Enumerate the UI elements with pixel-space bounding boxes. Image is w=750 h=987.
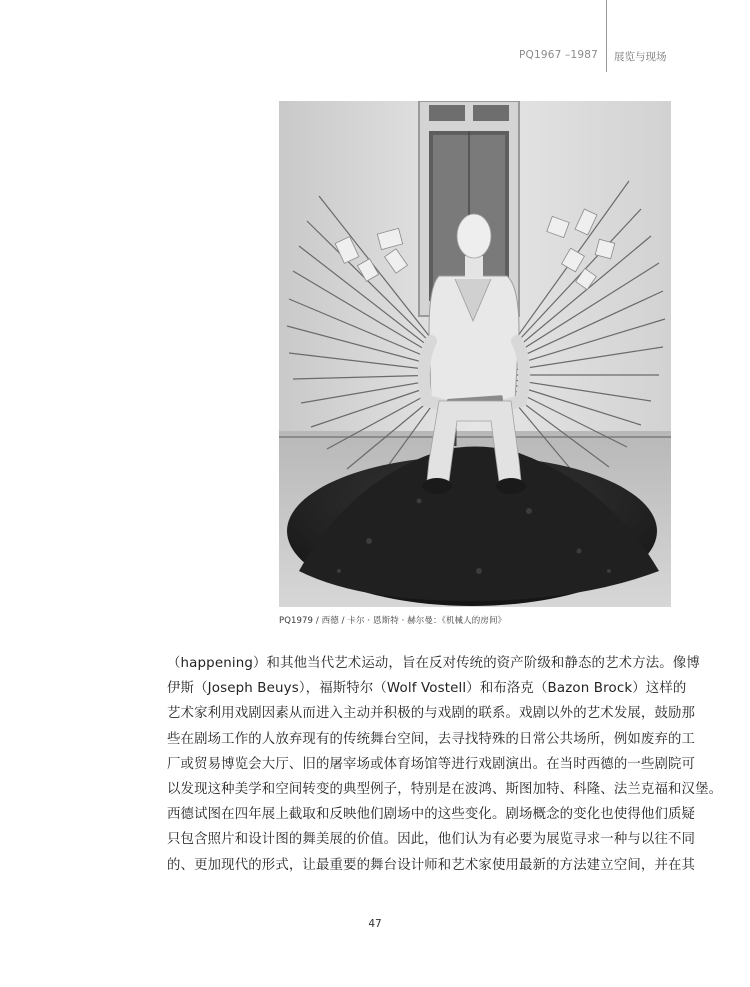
page-number: 47	[368, 918, 382, 930]
body-line: 些在剧场工作的人放弃现有的传统舞台空间，去寻找特殊的日常公共场所，例如废弃的工	[167, 731, 696, 747]
body-line: 伊斯（Joseph Beuys），福斯特尔（Wolf Vostell）和布洛克（Bazon Brock）这样的	[167, 681, 687, 697]
body-line: （happening）和其他当代艺术运动，旨在反对传统的资产阶级和静态的艺术方法。像博	[167, 656, 700, 671]
header-divider	[606, 0, 607, 72]
photo-illustration	[279, 101, 671, 607]
header-section-years: PQ1967 –1987	[518, 49, 598, 61]
body-line: 只包含照片和设计图的舞美展的价值。因此，他们认为有必要为展览寻求一种与以往不同	[167, 832, 696, 848]
body-line: 西德试图在四年展上截取和反映他们剧场中的这些变化。剧场概念的变化也使得他们质疑	[167, 807, 696, 823]
running-header	[0, 0, 750, 90]
body-line: 以发现这种美学和空间转变的典型例子，特别是在波鸿、斯图加特、科隆、法兰克福和汉堡。	[167, 781, 723, 797]
body-line: 的、更加现代的形式，让最重要的舞台设计师和艺术家使用最新的方法建立空间，并在其	[167, 857, 696, 873]
exhibition-photo	[279, 101, 671, 607]
body-paragraph	[167, 651, 723, 878]
body-line: 艺术家利用戏剧因素从而进入主动并积极的与戏剧的联系。戏剧以外的艺术发展，鼓励那	[167, 706, 696, 722]
body-line: 厂或贸易博览会大厅、旧的屠宰场或体育场馆等进行戏剧演出。在当时西德的一些剧院可	[167, 756, 696, 772]
figure-caption: PQ1979 / 西德 / 卡尔 · 恩斯特 · 赫尔曼：《机械人的房间》	[279, 616, 507, 626]
header-chapter-title: 展览与现场	[614, 51, 667, 63]
